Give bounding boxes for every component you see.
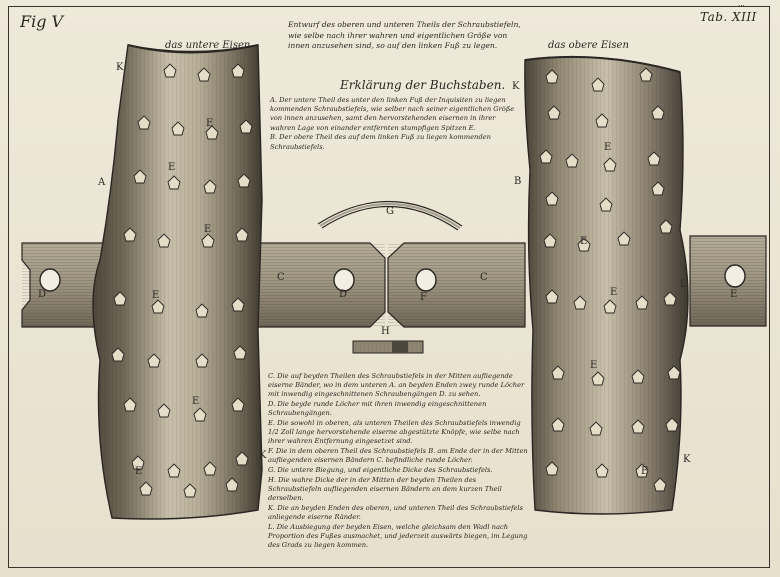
ref-letter-c-left: C	[277, 272, 285, 283]
ref-letter-l: L	[680, 279, 687, 290]
ref-letter-c-right: C	[480, 272, 488, 283]
figure-label: Fig V	[20, 12, 64, 31]
heading-upper-iron: das obere Eisen	[548, 40, 629, 51]
ref-letter-e-10: E	[590, 360, 598, 371]
lower-iron-a	[93, 45, 262, 519]
caption: Entwurf des oberen und unteren Theils der Schraubstiefeln, wie selbe nach ihrer wahren und eigentlichen Größe von innen anzusehen sind, so auf den linken Fuß zu legen.	[288, 20, 521, 50]
ref-letter-b: B	[514, 176, 522, 187]
screw-hole-d-center	[334, 269, 354, 291]
ref-letter-k-upper-top: K	[512, 81, 520, 92]
ref-letter-k-upper-bottom: K	[683, 454, 691, 465]
ref-letter-e-7: E	[604, 142, 612, 153]
ref-letter-f-right: E	[730, 289, 738, 300]
legend-entry-k: K. Die an beyden Enden des oberen, und unteren Theil des Schraubstiefels anliegende eiserne Ränder.	[268, 503, 523, 522]
legend-entry-h: H. Die wahre Dicke der in der Mitten der beyden Theilen des Schraubstiefeln aufliegenden eisernen Bändern an dem kurzen Theil derselben.	[268, 475, 502, 503]
legend-entry-e: E. Die sowohl in oberen, als unteren Theilen des Schraubstiefels inwendig 1/2 Zoll lange hervorstehende eiserne abgestützte Knöpfe, wie selbe nach ihrer wahren Entfernung eingesetzet sind.	[268, 419, 521, 446]
ref-letter-h: H	[381, 326, 390, 337]
legend-entry-d: D. Die beyde runde Löcher mit ihren inwendig eingeschnittenen Schraubengängen.	[268, 400, 487, 418]
ref-letter-e-5: E	[192, 396, 200, 407]
ref-letter-g: G	[386, 206, 394, 217]
ref-letter-e-4: E	[152, 290, 160, 301]
legend-entry-g: G. Die untere Biegung, und eigentliche Dicke des Schraubstiefels.	[268, 466, 493, 475]
ref-letter-d-left: D	[38, 289, 47, 300]
ref-letter-f-center: F	[420, 292, 427, 303]
corner-mark: ...	[738, 0, 745, 8]
legend-entry-l: L. Die Ausbiegung der beyden Eisen, welche gleichsam den Wadl nach Proportion des Fußes ausmachet, und jederzeit auswärts biegen, im Legung des Grads zu liegen kommen.	[268, 522, 528, 550]
ref-letter-d-center: D	[339, 289, 348, 300]
ref-letter-e-2: E	[168, 162, 176, 173]
legend-bottom	[268, 372, 530, 551]
plate-number: Tab. XIII	[700, 10, 757, 24]
screw-hole-d-left	[40, 269, 60, 291]
legend-entry-b: B. Der obere Theil des auf dem linken Fuß zu liegen kommenden Schraubstiefels.	[270, 133, 491, 151]
ref-letter-e-6: E	[135, 466, 143, 477]
legend-entry-a: A. Der untere Theil des unter den linken Fuß der Inquisiten zu liegen kommenden Schraubstiefels, wie selber nach seiner eigentlichen Größe von innen anzusehen, samt den hervorstehenden eisernen in ihrer wahren Lage von einander entfernten stumpfigen Spitzen E.	[270, 96, 515, 132]
ref-letter-e-8: E	[580, 236, 588, 247]
legend-title: Erklärung der Buchstaben.	[340, 78, 506, 92]
legend-entry-c: C. Die auf beyden Theilen des Schraubstiefels in der Mitten aufliegende eiserne Bänder, wo in dem unteren A. an beyden Enden zwey runde Löcher mit inwendig eingeschnittenen Schraubengängen D. zu sehen.	[268, 372, 525, 399]
ref-letter-e-9: E	[610, 287, 618, 298]
heading-lower-iron: das untere Eisen	[165, 40, 251, 51]
ref-letter-e-3: E	[204, 224, 212, 235]
screw-hole-f-right	[725, 265, 745, 287]
legend-entry-f: F. Die in dem oberen Theil des Schraubstiefels B. am Ende der in der Mitten aufliegenden eisernen Bändern C. befindliche runde Löcher.	[268, 447, 528, 465]
ref-letter-e-11: E	[641, 466, 649, 477]
ref-letter-k-lower-bottom: K	[259, 450, 267, 461]
ref-letter-a: A	[98, 177, 106, 188]
ref-letter-e-1: E	[206, 118, 214, 129]
screw-hole-f-center	[416, 269, 436, 291]
legend-top	[270, 96, 520, 152]
thickness-bar-h	[353, 341, 423, 353]
ref-letter-k-lower-top: K	[116, 62, 124, 73]
